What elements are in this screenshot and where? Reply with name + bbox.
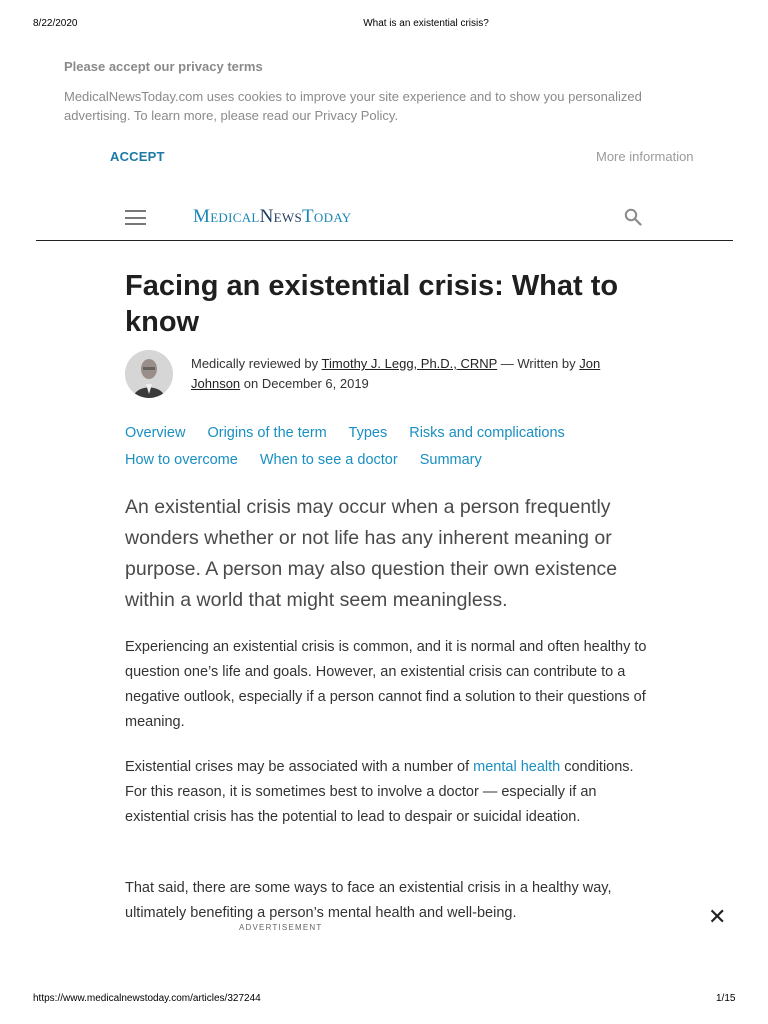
logo-word-medical: Medical — [193, 206, 260, 227]
print-page-number: 1/15 — [716, 993, 736, 1004]
logo-word-news: News — [259, 206, 303, 227]
toc-risks-and-complications[interactable]: Risks and complications — [409, 425, 565, 441]
article-byline — [191, 354, 611, 394]
article-paragraph: Experiencing an existential crisis is common, and it is normal and often healthy to question one’s life and goals. However, an existential crisis can contribute to a negative outlook, especially if a person cannot find a solution to their questions of meaning. — [125, 639, 647, 730]
toc-origins-of-the-term[interactable]: Origins of the term — [207, 425, 327, 441]
toc-types[interactable]: Types — [348, 425, 388, 441]
close-icon[interactable]: ✕ — [708, 904, 727, 929]
toc-summary[interactable]: Summary — [419, 452, 482, 468]
accept-button[interactable]: ACCEPT — [110, 149, 165, 164]
article-paragraph — [125, 755, 650, 830]
cookie-banner-title: Please accept our privacy terms — [64, 59, 263, 74]
reviewer-avatar — [125, 350, 173, 398]
toc-overview[interactable]: Overview — [125, 425, 186, 441]
print-page-title: What is an existential crisis? — [363, 18, 489, 29]
site-logo[interactable] — [193, 206, 352, 228]
toc-when-to-see-a-doctor[interactable]: When to see a doctor — [259, 452, 398, 468]
reviewer-link[interactable]: Timothy J. Legg, Ph.D., CRNP — [321, 356, 498, 371]
byline-date: on December 6, 2019 — [240, 376, 369, 391]
toc-how-to-overcome[interactable]: How to overcome — [125, 452, 238, 468]
header-divider — [36, 240, 733, 241]
hamburger-icon[interactable] — [125, 210, 146, 225]
print-date: 8/22/2020 — [33, 18, 78, 29]
more-information-link[interactable]: More information — [596, 149, 694, 164]
byline-written-prefix: — Written by — [497, 356, 580, 371]
table-of-contents — [125, 420, 645, 474]
paragraph-text: Existential crises may be associated with a number of — [125, 759, 474, 775]
advertisement-label: ADVERTISEMENT — [239, 923, 323, 932]
article-lead: An existential crisis may occur when a person frequently wonders whether or not life has any inherent meaning or purpose. A person may also question their own existence within a world that might seem meaningless. — [125, 496, 618, 611]
search-icon[interactable] — [624, 208, 642, 226]
author-link[interactable]: Jon Johnson — [191, 356, 601, 391]
print-footer-url: https://www.medicalnewstoday.com/articles/327244 — [33, 993, 261, 1004]
byline-reviewed-prefix: Medically reviewed by — [191, 356, 322, 371]
cookie-banner-text: MedicalNewsToday.com uses cookies to improve your site experience and to show you personalized advertising. To learn more, please read our Privacy Policy. — [64, 89, 642, 123]
paragraph-text: conditions. For this reason, it is sometimes best to involve a doctor — especially if an existential crisis has the potential to lead to despair or suicidal ideation. — [125, 759, 634, 825]
article-paragraph: That said, there are some ways to face an existential crisis in a healthy way, ultimately benefiting a person’s mental health and well-being. — [125, 880, 612, 920]
logo-word-today: Today — [302, 206, 352, 227]
mental-health-link[interactable]: mental health — [473, 759, 561, 775]
article-headline: Facing an existential crisis: What to know — [125, 270, 619, 338]
